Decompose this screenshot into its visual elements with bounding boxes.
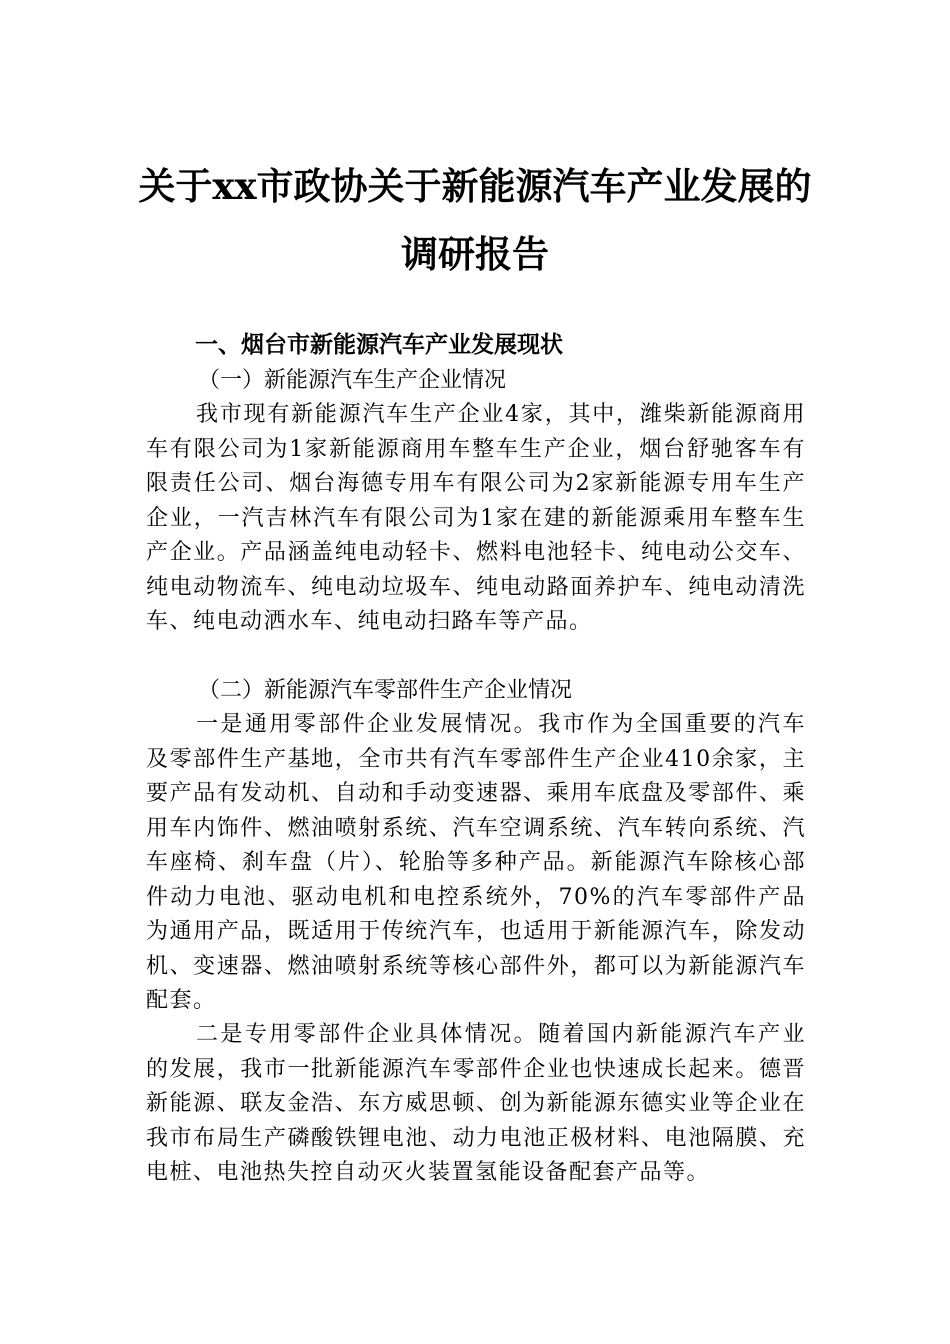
section-heading-1: 一、烟台市新能源汽车产业发展现状 xyxy=(195,332,563,358)
paragraph-3: 二是专用零部件企业具体情况。随着国内新能源汽车产业的发展，我市一批新能源汽车零部件企业也快速成长起来。德晋新能源、联友金浩、东方威思顿、创为新能源东德实业等企业在我市布局生产磷酸铁锂电池、动力电池正极材料、电池隔膜、充电桩、电池热失控自动灭火装置氢能设备配套产品等。 xyxy=(146,1022,806,1185)
paragraph-1: 我市现有新能源汽车生产企业4家，其中，潍柴新能源商用车有限公司为1家新能源商用车整车生产企业，烟台舒驰客车有限责任公司、烟台海德专用车有限公司为2家新能源专用车生产企业，一汽吉林汽车有限公司为1家在建的新能源乘用车整车生产企业。产品涵盖纯电动轻卡、燃料电池轻卡、纯电动公交车、纯电动物流车、纯电动垃圾车、纯电动路面养护车、纯电动清洗车、纯电动洒水车、纯电动扫路车等产品。 xyxy=(146,402,806,634)
subsection-heading-1: （一）新能源汽车生产企业情况 xyxy=(198,368,507,393)
document-title-line2: 调研报告 xyxy=(401,232,549,276)
document-title-line1: 关于xx市政协关于新能源汽车产业发展的 xyxy=(138,164,812,208)
paragraph-2: 一是通用零部件企业发展情况。我市作为全国重要的汽车及零部件生产基地，全市共有汽车零部件生产企业410余家，主要产品有发动机、自动和手动变速器、乘用车底盘及零部件、乘用车内饰件、燃油喷射系统、汽车空调系统、汽车转向系统、汽车座椅、刹车盘（片）、轮胎等多种产品。新能源汽车除核心部件动力电池、驱动电机和电控系统外，70%的汽车零部件产品为通用产品，既适用于传统汽车，也适用于新能源汽车，除发动机、变速器、燃油喷射系统等核心部件外，都可以为新能源汽车配套。 xyxy=(146,712,806,1013)
subsection-heading-2: （二）新能源汽车零部件生产企业情况 xyxy=(198,678,573,703)
